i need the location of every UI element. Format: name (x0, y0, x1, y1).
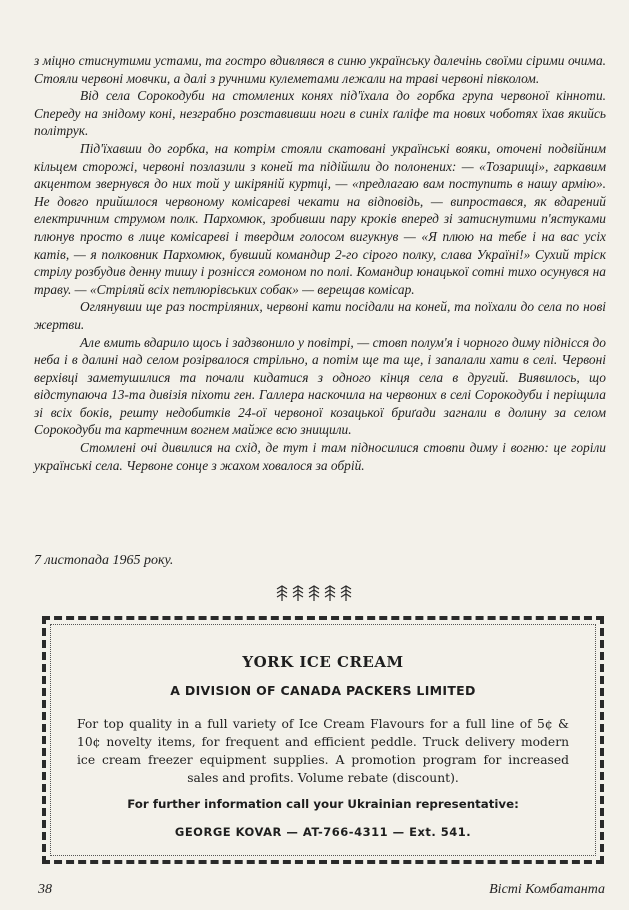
ad-title: YORK ICE CREAM (242, 653, 404, 671)
journal-title: Вісті Комбатанта (489, 882, 605, 897)
story-paragraph: Під'їхавши до горбка, на котрім стояли скатовані українські вояки, оточені подвійним кільцем сторожі, червоні позлазили з коней та підійшли до полонених: — «Тозарищі», гаркавим акцентом звернувся до них той у шкіряній куртці, — «предлагаю вам поступить в нашу армію». Не довго прийшлося червоному комісареві чекати на відповідь, — випростався, як вдарений електричним струмом полк. Пархомюк, зробивши пару кроків вперед зі затиснутими п'ястуками плюнув просто в лице комісареві і твердим голосом вигукнув — «Я плюю на тебе і на вас усіх катів, — я полковник Пархомюк, бувший командир 2-го сірого полку, слава Україні!» Сухий тріск стрілу розбудив денну тишу і рознісся гомоном по полі. Командир юнацької сотні тихо осунувся на траву. — «Стріляй всіх петлюрівських собак» — верещав комісар. (34, 140, 606, 297)
ad-representative: GEORGE KOVAR — AT-766-4311 — Ext. 541. (174, 825, 472, 839)
story-paragraph: Але вмить вдарило щось і задзвонило у повітрі, — стовп полум'я і чорного диму піднісся до неба і в далині над селом розірвалося стрільно, а потім ще та ще, і запалали хати в селі. Червоні верхівці заметушилися та почали кидатися з одного кінця села в другий. Виявилось, що відступаюча 13-та дивізія піхоти ген. Галлера наскочила на червоних в селі Сорокодуби і періщила зі всіх боків, решту недобитків 24-ої червоної козацької бриґади загнали в долину за селом Сорокодуби та картечним вогнем майже всю знищили. (34, 334, 606, 438)
advertisement-box (42, 616, 604, 864)
ad-contact-line: For further information call your Ukrainian representative: (127, 797, 519, 811)
ad-body: For top quality in a full variety of Ice Cream Flavours for a full line of 5¢ & 10¢ novelty items, for frequent and efficient peddle. Truck delivery modern ice cream freezer equipment supplies. A promotion program for increased sales and profits. Volume rebate (discount). (77, 717, 569, 785)
ad-subtitle: A DIVISION OF CANADA PACKERS LIMITED (170, 683, 476, 698)
story-paragraph: Оглянувши ще раз постріляних, червоні кати посідали на коней, та поїхали до села по нові жертви. (34, 299, 606, 332)
story-paragraph: з міцно стиснутими устами, та гостро вдивлявся в синю українську далечінь своїми сірими очима. Стояли червоні мовчки, а далі з ручними кулеметами лежали на траві червоні півколом. (34, 53, 606, 86)
story-paragraph: Від села Сорокодуби на стомлених конях під'їхала до горбка група червоної кінноти. Спереду на знідому коні, незграбно розставивши ноги в синіх ґаліфе та нових чоботях їхав якийсь політрук. (34, 88, 606, 139)
story-text (34, 52, 606, 474)
story-paragraph: Стомлені очі дивилися на схід, де тут і там підносилися стовпи диму і вогню: це горіли українські села. Червоне сонце з жахом ховалося за обрій. (34, 440, 606, 473)
page-number: 38 (38, 882, 52, 897)
tree-row-ornament-icon (276, 584, 352, 602)
story-date: 7 листопада 1965 року. (34, 553, 174, 568)
advertisement-inner (50, 624, 596, 856)
